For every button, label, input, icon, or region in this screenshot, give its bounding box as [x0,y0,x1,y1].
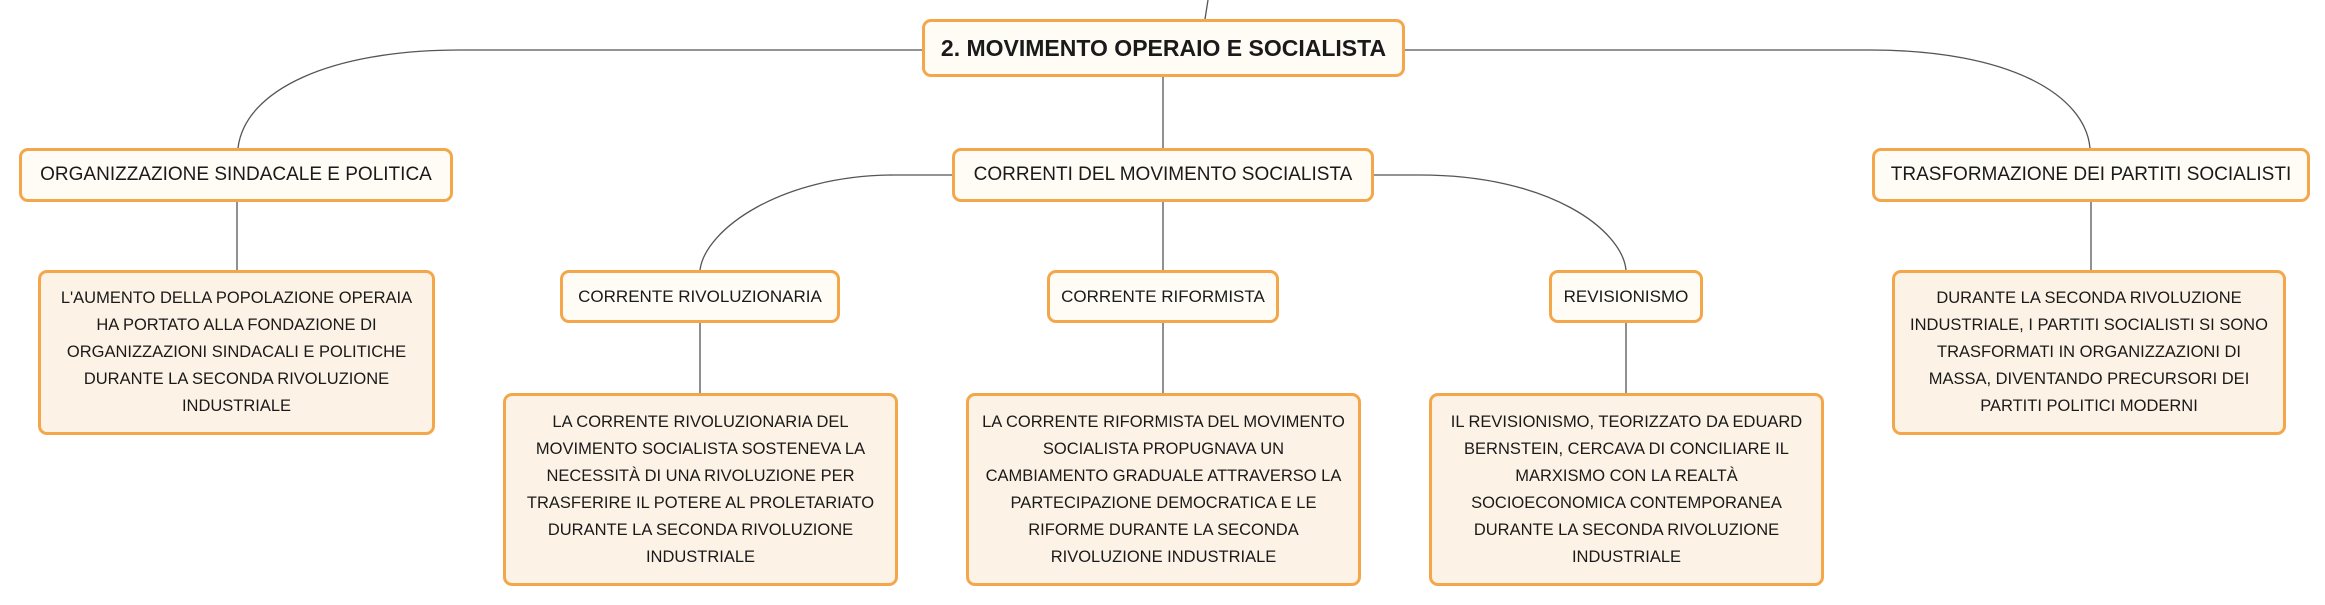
connector-root-organizzazione [238,50,922,148]
description-rivoluzionaria[interactable]: LA CORRENTE RIVOLUZIONARIA DEL MOVIMENTO SOCIALISTA SOSTENEVA LA NECESSITÀ DI UNA RIVOLUZIONE PER TRASFERIRE IL POTERE AL PROLETARIATO DURANTE LA SECONDA RIVOLUZIONE INDUSTRIALE [503,393,898,586]
description-riformista[interactable]: LA CORRENTE RIFORMISTA DEL MOVIMENTO SOCIALISTA PROPUGNAVA UN CAMBIAMENTO GRADUALE ATTRAVERSO LA PARTECIPAZIONE DEMOCRATICA E LE RIFORME DURANTE LA SECONDA RIVOLUZIONE INDUSTRIALE [966,393,1361,586]
topic-correnti[interactable]: CORRENTI DEL MOVIMENTO SOCIALISTA [952,148,1374,202]
topic-organizzazione[interactable]: ORGANIZZAZIONE SINDACALE E POLITICA [19,148,453,202]
description-organizzazione[interactable]: L'AUMENTO DELLA POPOLAZIONE OPERAIA HA PORTATO ALLA FONDAZIONE DI ORGANIZZAZIONI SINDACALI E POLITICHE DURANTE LA SECONDA RIVOLUZIONE INDUSTRIALE [38,270,435,435]
description-revisionismo[interactable]: IL REVISIONISMO, TEORIZZATO DA EDUARD BERNSTEIN, CERCAVA DI CONCILIARE IL MARXISMO CON LA REALTÀ SOCIOECONOMICA CONTEMPORANEA DURANTE LA SECONDA RIVOLUZIONE INDUSTRIALE [1429,393,1824,586]
connector-correnti-rivoluzionaria [700,175,952,270]
topic-riformista[interactable]: CORRENTE RIFORMISTA [1047,270,1279,323]
topic-rivoluzionaria[interactable]: CORRENTE RIVOLUZIONARIA [560,270,840,323]
connector-correnti-revisionismo [1374,175,1626,270]
description-trasformazione[interactable]: DURANTE LA SECONDA RIVOLUZIONE INDUSTRIALE, I PARTITI SOCIALISTI SI SONO TRASFORMATI IN ORGANIZZAZIONI DI MASSA, DIVENTANDO PRECURSORI DEI PARTITI POLITICI MODERNI [1892,270,2286,435]
connector-top-stub [1205,0,1208,19]
root-topic[interactable]: 2. MOVIMENTO OPERAIO E SOCIALISTA [922,19,1405,77]
topic-revisionismo[interactable]: REVISIONISMO [1549,270,1703,323]
connector-root-trasformazione [1405,50,2090,148]
topic-trasformazione[interactable]: TRASFORMAZIONE DEI PARTITI SOCIALISTI [1872,148,2310,202]
